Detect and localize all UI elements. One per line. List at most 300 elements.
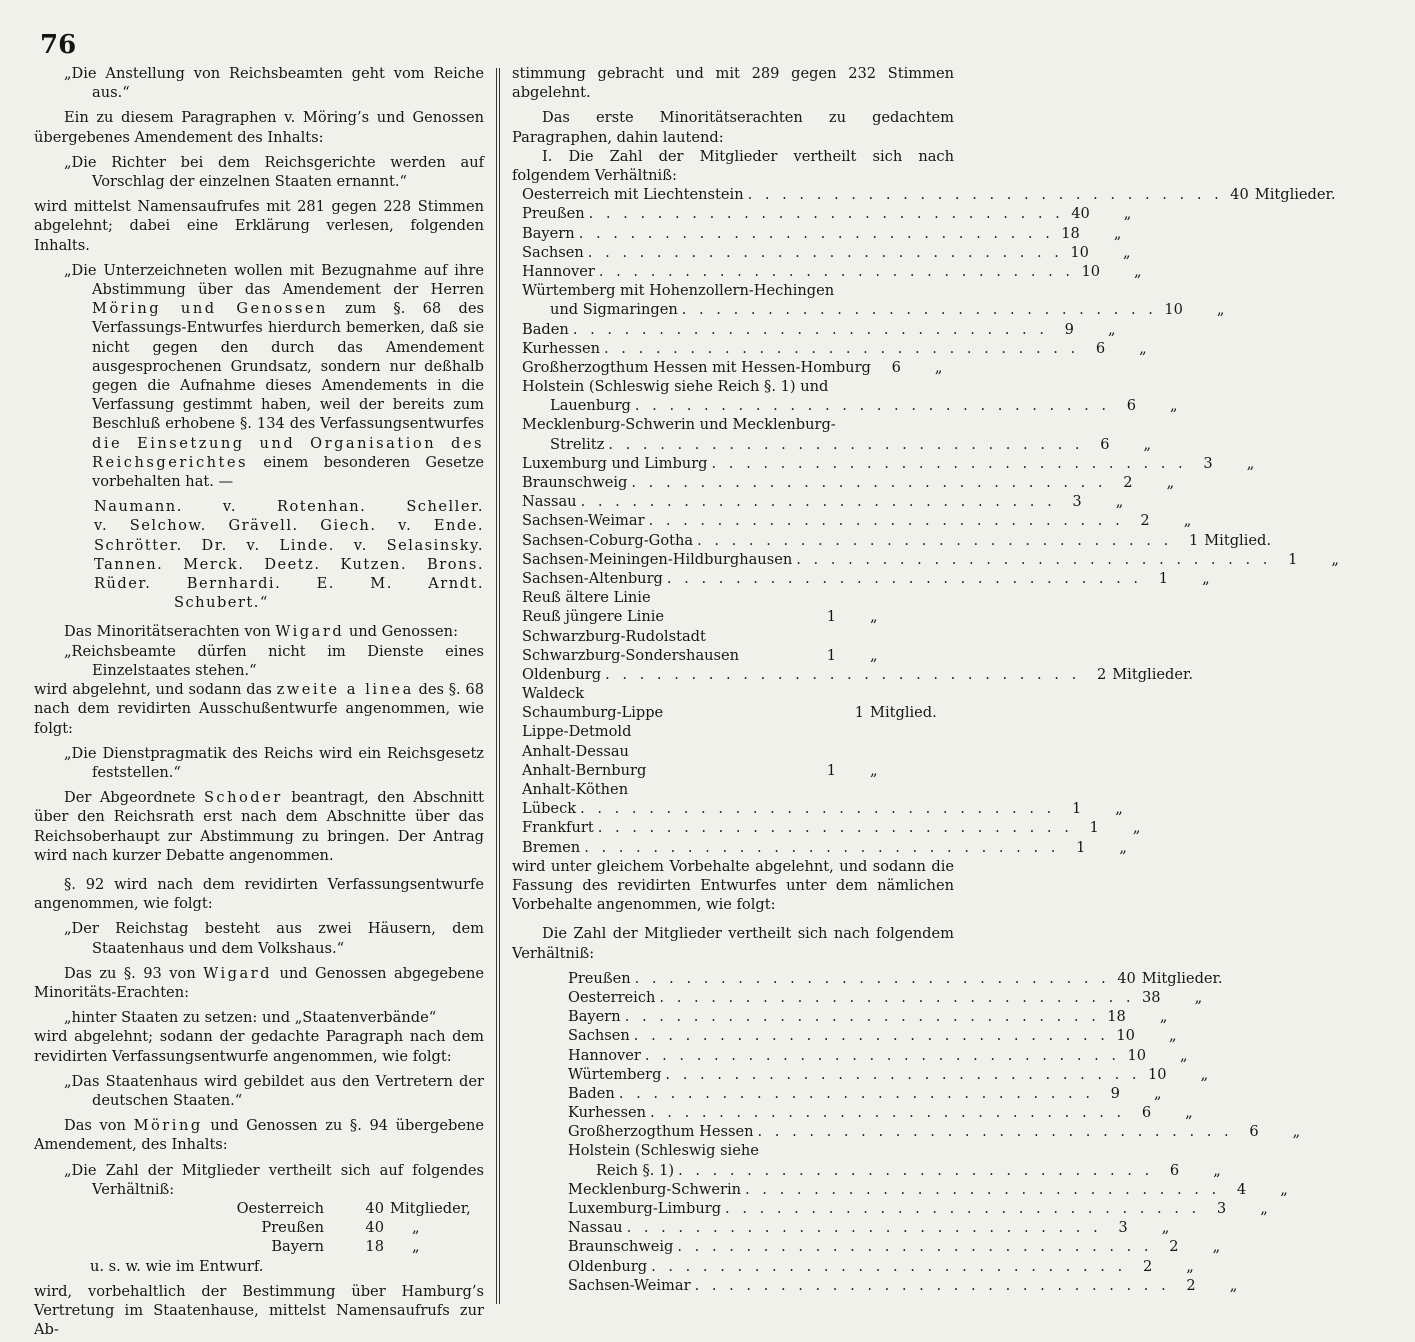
paragraph: u. s. w. wie im Entwurf. (90, 1257, 264, 1275)
member-count: 18 (365, 1238, 384, 1256)
member-count: 2 (1140, 512, 1150, 530)
dot-leader: . . . . . . . . . . . . . . . . . . . . . . . . . . . . (634, 397, 1111, 415)
member-count: 10 (1164, 301, 1183, 319)
text: und Genossen abgegebene Minoritäts-Erachten: (34, 964, 485, 1001)
state-name: Reuß jüngere Linie (522, 608, 665, 626)
member-count: 1 (1288, 550, 1298, 568)
state-name: Oldenburg (522, 665, 602, 683)
state-name: und Sigmaringen (550, 301, 678, 319)
unit-label: „ (1166, 474, 1175, 492)
state-name: Hannover (568, 1046, 641, 1064)
unit-label: „ (1134, 262, 1142, 280)
unit-label: Mitglieder. (1112, 665, 1194, 683)
unit-label: „ (1229, 1276, 1238, 1294)
member-count: 9 (1064, 320, 1074, 338)
state-name: Mecklenburg-Schwerin (568, 1180, 742, 1198)
member-count: 38 (1142, 988, 1161, 1006)
unit-label: „ (1202, 569, 1210, 587)
column-divider (499, 68, 500, 1304)
unit-label: „ (1194, 988, 1203, 1006)
member-count: 6 (1126, 397, 1137, 415)
table-row (522, 627, 954, 646)
unit-label: „ (1186, 1257, 1194, 1275)
table-row (568, 1199, 1268, 1218)
text: und Genossen: (348, 623, 459, 641)
state-name: Sachsen (522, 243, 584, 261)
unit-label: Mitglied. (870, 704, 937, 722)
dot-leader: . . . . . . . . . . . . . . . . . . . . . . . . . . . . (747, 186, 1223, 204)
dot-leader: . . . . . . . . . . . . . . . . . . . . . . . . . . . . (633, 1027, 1109, 1045)
member-count: 1 (1158, 569, 1169, 587)
state-name: Bremen (522, 838, 581, 856)
signatory: Dr. v. Linde. (201, 536, 335, 554)
member-count: 1 (1188, 531, 1199, 549)
spaced-name: Schoder (203, 789, 283, 807)
table-row (522, 281, 954, 300)
dot-leader: . . . . . . . . . . . . . . . . . . . . . . . . . . . . (626, 1219, 1102, 1237)
unit-label: „ (1185, 1104, 1193, 1122)
paragraph: stimmung gebracht und mit 289 gegen 232 Stimmen abgelehnt. (512, 65, 954, 102)
table-row (522, 243, 1131, 262)
dot-leader: . . . . . . . . . . . . . . . . . . . . . . . . . . . . (650, 1104, 1126, 1122)
table-row (568, 1180, 1288, 1199)
member-table-1 (522, 185, 1339, 857)
table-row (522, 838, 1127, 857)
dot-leader: . . . . . . . . . . . . . . . . . . . . . . . . . . . . (604, 339, 1080, 357)
dot-leader: . . . . . . . . . . . . . . . . . . . . . . . . . . . . (618, 1084, 1094, 1102)
table-row (522, 185, 1336, 204)
table-row (568, 1026, 1177, 1045)
table-row (234, 1237, 484, 1256)
member-count: 1 (1076, 838, 1086, 856)
state-name: Nassau (568, 1219, 623, 1237)
table-row (568, 1237, 1221, 1256)
member-count: 6 (1095, 339, 1106, 357)
state-name: Sachsen-Weimar (568, 1276, 691, 1294)
paragraph: wird mittelst Namensaufrufes mit 281 gegen 228 Stimmen abgelehnt; dabei eine Erklärung verlesen, folgenden Inhalts. (34, 198, 484, 254)
signatory: Naumann. (94, 498, 183, 516)
state-name: Sachsen (568, 1027, 630, 1045)
unit-label: Mitglied. (1204, 531, 1272, 549)
paragraph (34, 788, 484, 865)
state-name: Frankfurt (522, 819, 594, 837)
dot-leader: . . . . . . . . . . . . . . . . . . . . . . . . . . . . (580, 493, 1056, 511)
state-name: Anhalt-Bernburg (522, 761, 647, 779)
dot-leader: . . . . . . . . . . . . . . . . . . . . . . . . . . . . (598, 262, 1075, 280)
dot-leader: . . . . . . . . . . . . . . . . . . . . . . . . . . . . (757, 1123, 1233, 1141)
declaration-text: zum §. 68 des Verfassungs-Entwurfes hierdurch bemerken, daß sie nicht gegen den durch das Amendement ausgesprochenen Grundsatz, sondern nur deßhalb gegen die Aufnahme dieses Amendements in die Verfassung gestimmt haben, weil der bereits zum Beschluß erhobene §. 134 des Verfassungsentwurfes (92, 300, 484, 433)
signatories (94, 497, 484, 612)
member-count: 1 (854, 704, 864, 722)
unit-label: „ (1246, 454, 1255, 472)
signatory: Giech. (320, 517, 377, 535)
left-column (34, 64, 484, 1339)
dot-leader: . . . . . . . . . . . . . . . . . . . . . . . . . . . . (796, 550, 1272, 568)
paragraph: Ein zu diesem Paragraphen v. Möring’s und Genossen übergebenes Amendement des Inhalts: (34, 109, 484, 146)
member-count: 10 (1116, 1027, 1135, 1045)
member-count: 1 (1089, 819, 1099, 837)
signatory: Rüder. (94, 575, 152, 593)
text: beantragt, den Abschnitt über den Reichsrath erst nach dem Abschnitte über das Reichsoberhaupt zur Abstimmung zu bringen. Der Antrag wird nach kurzer Debatte angenommen. (34, 789, 485, 864)
spaced-name: Wigard (203, 964, 272, 982)
unit-label: „ (1183, 512, 1192, 530)
unit-label: Mitglieder. (1141, 969, 1223, 987)
unit-label: „ (412, 1219, 420, 1237)
dot-leader: . . . . . . . . . . . . . . . . . . . . . . . . . . . . (711, 454, 1187, 472)
member-count: 1 (1071, 800, 1082, 818)
text: des §. 68 nach dem revidirten Ausschußentwurfe angenommen, wie folgt: (34, 681, 484, 737)
table-row (568, 1084, 1162, 1103)
quote-paragraph: „Die Richter bei dem Reichsgerichte werden auf Vorschlag der einzelnen Staaten ernannt.“ (64, 153, 484, 191)
state-name: Lippe-Detmold (522, 723, 632, 741)
dot-leader: . . . . . . . . . . . . . . . . . . . . . . . . . . . . (597, 819, 1073, 837)
text: Das Minoritätserachten von (64, 623, 271, 641)
state-name: Kurhessen (522, 339, 601, 357)
state-name: Bayern (568, 1008, 621, 1026)
member-count: 40 (365, 1199, 384, 1217)
dot-leader: . . . . . . . . . . . . . . . . . . . . . . . . . . . . (745, 1180, 1221, 1198)
member-count: 40 (1117, 969, 1136, 987)
table-row (522, 665, 1194, 684)
quote-paragraph: „Reichsbeamte dürfen nicht im Dienste eines Einzelstaates stehen.“ (64, 642, 484, 679)
unit-label: „ (870, 761, 878, 779)
text: und Genossen zu §. 94 übergebene Amendement, des Inhalts: (34, 1117, 484, 1154)
table-row (522, 358, 954, 377)
table-row (522, 377, 954, 396)
paragraph (34, 964, 484, 1002)
text: Das zu §. 93 von (64, 964, 196, 982)
table-row (522, 415, 954, 434)
member-count: 40 (365, 1219, 384, 1237)
state-name: Oesterreich (236, 1199, 324, 1217)
unit-label: „ (1115, 800, 1123, 818)
state-name: Holstein (Schleswig siehe (568, 1142, 759, 1160)
dot-leader: . . . . . . . . . . . . . . . . . . . . . . . . . . . . (644, 1046, 1121, 1064)
paragraph: Die Zahl der Mitglieder vertheilt sich nach folgendem Verhältniß: (512, 925, 954, 962)
table-row (568, 988, 1203, 1007)
dot-leader: . . . . . . . . . . . . . . . . . . . . . . . . . . . . (694, 1276, 1170, 1294)
dot-leader: . . . . . . . . . . . . . . . . . . . . . . . . . . . . (624, 1008, 1100, 1026)
state-name: Oesterreich mit Liechtenstein (522, 186, 744, 204)
signatory: E. M. Arndt. (316, 575, 484, 593)
table-row (522, 531, 1272, 550)
table-row (234, 1199, 484, 1218)
dot-leader: . . . . . . . . . . . . . . . . . . . . . . . . . . . . (659, 988, 1135, 1006)
text: Das von (64, 1117, 126, 1135)
state-name: Reich §. 1) (596, 1161, 675, 1179)
state-name: Holstein (Schleswig siehe Reich §. 1) und (522, 378, 829, 396)
state-name: Großherzogthum Hessen (568, 1123, 754, 1141)
member-table-2 (568, 969, 1301, 1295)
state-name: Waldeck (522, 685, 585, 703)
spaced-name: Wigard (275, 623, 345, 641)
table-row (522, 722, 954, 741)
unit-label: „ (1132, 819, 1141, 837)
table-row (522, 742, 954, 761)
table-row (522, 818, 1141, 837)
paragraph: wird unter gleichem Vorbehalte abgelehnt, und sodann die Fassung des revidirten Entwurfes unter dem nämlichen Vorbehalte angenommen, wie folgt: (512, 857, 954, 914)
table-row (568, 1257, 1194, 1276)
unit-label: „ (934, 358, 943, 376)
dot-leader: . . . . . . . . . . . . . . . . . . . . . . . . . . . . (608, 435, 1084, 453)
unit-label: Mitglieder. (1254, 186, 1336, 204)
dot-leader: . . . . . . . . . . . . . . . . . . . . . . . . . . . . (588, 205, 1064, 223)
state-name: Lauenburg (550, 397, 631, 415)
dot-leader: . . . . . . . . . . . . . . . . . . . . . . . . . . . . (681, 301, 1157, 319)
quote-paragraph: „Der Reichstag besteht aus zwei Häusern, dem Staatenhaus und dem Volkshaus.“ (64, 920, 484, 957)
member-count: 2 (1096, 665, 1107, 683)
unit-label: „ (1123, 205, 1132, 223)
dot-leader: . . . . . . . . . . . . . . . . . . . . . . . . . . . . (584, 838, 1060, 856)
state-name: Sachsen-Meiningen-Hildburghausen (522, 550, 793, 568)
member-count: 18 (1107, 1008, 1126, 1026)
table-row (568, 1007, 1168, 1026)
paragraph: wird, vorbehaltlich der Bestimmung über Hamburg’s Vertretung im Staatenhause, mittelst Namensaufrufs zur Ab- (34, 1282, 484, 1339)
member-count: 2 (1186, 1276, 1196, 1294)
state-name: Lübeck (522, 800, 577, 818)
table-row (568, 969, 1223, 988)
unit-label: „ (1153, 1084, 1162, 1102)
member-count: 3 (1203, 454, 1213, 472)
member-count: 6 (891, 358, 901, 376)
table-row (522, 224, 1122, 243)
member-count: 1 (826, 761, 836, 779)
state-name: Preußen (522, 205, 585, 223)
member-count: 40 (1230, 186, 1249, 204)
signatory: Brons. (427, 555, 485, 573)
table-row (522, 799, 1123, 818)
signature-line (94, 574, 484, 593)
unit-label: „ (1113, 224, 1122, 242)
table-row (568, 1218, 1170, 1237)
table-row (522, 473, 1175, 492)
member-count: 3 (1118, 1219, 1128, 1237)
table-row (568, 1141, 954, 1160)
member-count: 40 (1071, 205, 1090, 223)
dot-leader: . . . . . . . . . . . . . . . . . . . . . . . . . . . . (634, 969, 1110, 987)
signatory: Deetz. (264, 555, 321, 573)
dot-leader: . . . . . . . . . . . . . . . . . . . . . . . . . . . . (631, 474, 1107, 492)
unit-label: „ (870, 646, 878, 664)
signatory: Bernhardi. (186, 575, 282, 593)
state-name: Luxemburg und Limburg (522, 454, 708, 472)
text: Der Abgeordnete (64, 789, 196, 807)
dot-leader: . . . . . . . . . . . . . . . . . . . . . . . . . . . . (648, 512, 1124, 530)
paragraph: Das erste Minoritätserachten zu gedachtem Paragraphen, dahin lautend: (512, 109, 954, 146)
dot-leader: . . . . . . . . . . . . . . . . . . . . . . . . . . . . (605, 665, 1081, 683)
table-row (568, 1276, 1238, 1295)
table-row (522, 780, 954, 799)
member-count: 6 (1100, 435, 1110, 453)
signatory: Tannen. (94, 555, 164, 573)
declaration-text: „Die Unterzeichneten wollen mit Bezugnahme auf ihre Abstimmung über das Amendement der Herren (64, 261, 484, 299)
unit-label: „ (412, 1238, 420, 1256)
member-count: 18 (1061, 224, 1080, 242)
state-name: Bayern (522, 224, 575, 242)
member-count: 1 (826, 646, 836, 664)
dot-leader: . . . . . . . . . . . . . . . . . . . . . . . . . . . . (677, 1238, 1153, 1256)
signature-line (94, 536, 484, 555)
member-count: 2 (1142, 1257, 1153, 1275)
unit-label: „ (870, 608, 878, 626)
member-count: 6 (1249, 1123, 1259, 1141)
dot-leader: . . . . . . . . . . . . . . . . . . . . . . . . . . . . (578, 224, 1054, 242)
dot-leader: . . . . . . . . . . . . . . . . . . . . . . . . . . . . (666, 569, 1143, 587)
state-name: Sachsen-Weimar (522, 512, 645, 530)
state-name: Großherzogthum Hessen mit Hessen-Homburg (522, 358, 871, 376)
table-row (522, 492, 1124, 511)
state-name: Preußen (261, 1219, 324, 1237)
signature-line (94, 516, 484, 535)
quote-paragraph: „Die Zahl der Mitglieder vertheilt sich auf folgendes Verhältniß: (64, 1161, 484, 1198)
state-name: Hannover (522, 262, 595, 280)
member-count: 10 (1070, 243, 1089, 261)
unit-label: „ (1107, 320, 1116, 338)
unit-label: „ (1331, 550, 1339, 568)
table-row (568, 1122, 1301, 1141)
state-name: Baden (522, 320, 569, 338)
member-count: 2 (1123, 474, 1133, 492)
paragraph (34, 622, 484, 641)
table-row (522, 684, 954, 703)
unit-label: „ (1200, 1065, 1209, 1083)
table-row (522, 588, 954, 607)
unit-label: „ (1115, 493, 1124, 511)
member-count: 10 (1127, 1046, 1147, 1064)
state-name: Braunschweig (568, 1238, 674, 1256)
signatory: v. Selchow. (94, 517, 207, 535)
table-row (568, 1065, 1209, 1084)
quote-paragraph: „Die Dienstpragmatik des Reichs wird ein Reichsgesetz feststellen.“ (64, 744, 484, 781)
member-count: 9 (1110, 1084, 1120, 1102)
state-name: Kurhessen (568, 1104, 647, 1122)
table-row (522, 511, 1192, 530)
unit-label: „ (1213, 1161, 1221, 1179)
state-name: Schaumburg-Lippe (522, 704, 664, 722)
unit-label: „ (1212, 1238, 1221, 1256)
state-name: Baden (568, 1084, 615, 1102)
signatory: Schrötter. (94, 536, 183, 554)
unit-label: „ (1168, 1027, 1177, 1045)
spaced-phrase: zweite a linea (276, 681, 414, 699)
spaced-name: Möring (133, 1117, 203, 1135)
state-name: Strelitz (550, 435, 605, 453)
signatory: Grävell. (228, 517, 299, 535)
paragraph (34, 680, 484, 738)
state-name: Schwarzburg-Sondershausen (522, 646, 740, 664)
table-row (522, 396, 1178, 415)
amendment-table (234, 1199, 484, 1257)
signatory: Scheller. (406, 498, 485, 516)
right-column (512, 64, 1339, 1295)
signature-line (94, 497, 484, 516)
quote-paragraph: „hinter Staaten zu setzen: und „Staatenverbände“ (64, 1009, 437, 1027)
unit-label: „ (1161, 1219, 1170, 1237)
table-row (522, 703, 954, 722)
state-name: Sachsen-Coburg-Gotha (522, 531, 694, 549)
table-row (522, 204, 1132, 223)
state-name: Anhalt-Dessau (522, 742, 629, 760)
state-name: Luxemburg-Limburg (568, 1200, 722, 1218)
unit-label: „ (1159, 1008, 1168, 1026)
unit-label: „ (1180, 1046, 1188, 1064)
member-count: 2 (1169, 1238, 1179, 1256)
dot-leader: . . . . . . . . . . . . . . . . . . . . . . . . . . . . (572, 320, 1048, 338)
table-row (568, 1046, 1188, 1065)
table-row (522, 262, 1142, 281)
state-name: Oesterreich (568, 988, 656, 1006)
declaration-text: einem besonderen Gesetze vorbehalten hat. — (92, 453, 484, 491)
member-count: 10 (1148, 1065, 1167, 1083)
state-name: Oldenburg (568, 1257, 648, 1275)
member-count: 1 (826, 608, 836, 626)
unit-label: „ (1143, 435, 1152, 453)
member-count: 10 (1081, 262, 1101, 280)
dot-leader: . . . . . . . . . . . . . . . . . . . . . . . . . . . . (651, 1257, 1127, 1275)
dot-leader: . . . . . . . . . . . . . . . . . . . . . . . . . . . . (587, 243, 1063, 261)
dot-leader: . . . . . . . . . . . . . . . . . . . . . . . . . . . . (697, 531, 1173, 549)
unit-label: „ (1292, 1123, 1301, 1141)
signatory: v. Ende. (398, 517, 485, 535)
dot-leader: . . . . . . . . . . . . . . . . . . . . . . . . . . . . (725, 1200, 1201, 1218)
member-count: 4 (1236, 1180, 1247, 1198)
table-row (522, 607, 954, 626)
state-name: Bayern (271, 1238, 324, 1256)
table-row (522, 569, 1210, 588)
spaced-names: Möring und Genossen (92, 300, 328, 318)
state-name: Reuß ältere Linie (522, 589, 651, 607)
unit-label: „ (1280, 1180, 1288, 1198)
table-row (522, 435, 1152, 454)
state-name: Schwarzburg-Rudolstadt (522, 627, 706, 645)
spaced-phrase: die Einsetzung und Organisation des Reichsgerichtes (92, 434, 484, 471)
unit-label: „ (1122, 243, 1131, 261)
table-row (568, 1103, 1193, 1122)
table-row (522, 646, 954, 665)
member-count: 6 (1141, 1104, 1152, 1122)
declaration-paragraph (34, 261, 484, 491)
dot-leader: . . . . . . . . . . . . . . . . . . . . . . . . . . . . (665, 1065, 1141, 1083)
paragraph (34, 1116, 484, 1154)
signatory: v. Selasinsky. (353, 536, 484, 554)
unit-label: „ (1139, 339, 1147, 357)
state-name: Würtemberg mit Hohenzollern-Hechingen (522, 282, 835, 300)
paragraph: §. 92 wird nach dem revidirten Verfassungsentwurfe angenommen, wie folgt: (34, 875, 484, 913)
member-count: 3 (1216, 1200, 1227, 1218)
paragraph: I. Die Zahl der Mitglieder vertheilt sich nach folgendem Verhältniß: (512, 147, 954, 185)
paragraph: wird abgelehnt; sodann der gedachte Paragraph nach dem revidirten Verfassungsentwurfe angenommen, wie folgt: (34, 1028, 484, 1065)
unit-label: „ (1170, 397, 1178, 415)
state-name: Preußen (568, 969, 631, 987)
state-name: Braunschweig (522, 474, 628, 492)
member-count: 3 (1072, 493, 1082, 511)
table-row (522, 300, 1225, 319)
table-row (522, 339, 1147, 358)
state-name: Nassau (522, 493, 577, 511)
table-row (522, 320, 1116, 339)
table-row (568, 1161, 1221, 1180)
table-row (234, 1218, 484, 1237)
text: wird abgelehnt, und sodann das (34, 681, 272, 699)
dot-leader: . . . . . . . . . . . . . . . . . . . . . . . . . . . . (580, 800, 1056, 818)
unit-label: „ (1260, 1200, 1268, 1218)
page-number: 76 (40, 30, 77, 60)
quote-paragraph: „Das Staatenhaus wird gebildet aus den Vertretern der deutschen Staaten.“ (64, 1072, 484, 1109)
signatory: v. Rotenhan. (222, 498, 367, 516)
unit-label: Mitglieder, (390, 1199, 471, 1217)
state-name: Anhalt-Köthen (522, 781, 629, 799)
table-row (522, 550, 1339, 569)
